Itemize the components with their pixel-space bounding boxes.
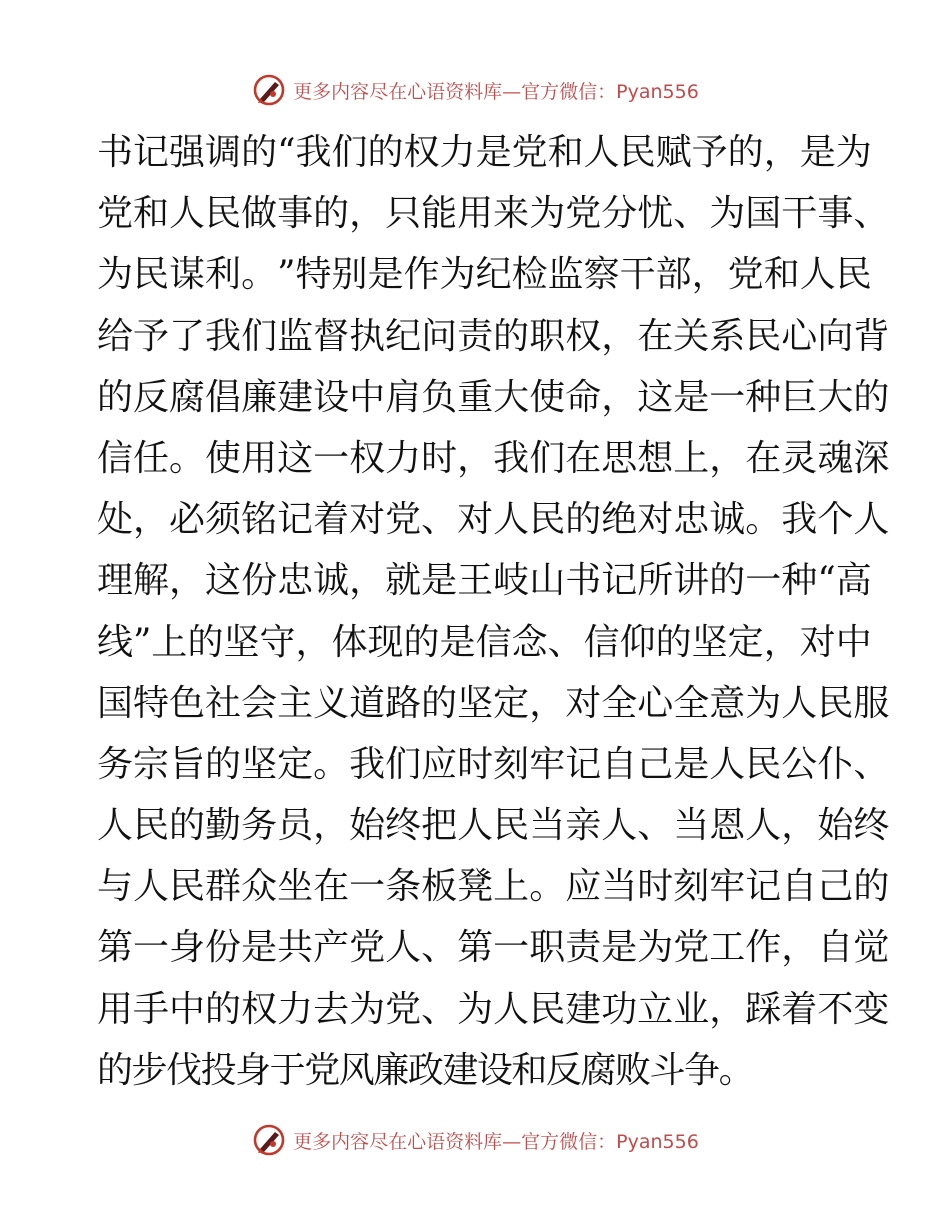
header-banner xyxy=(0,70,950,110)
paragraph-line: 理 解 ， 这 份 忠 诚 ， 就 是 王 岐 山 书 记 所 讲 的 一 种 “ 高 xyxy=(97,560,872,602)
footer-banner-label: 更多内容尽在心语资料库—官方微信： xyxy=(293,1130,617,1153)
paragraph-line: 线 ” 上 的 坚 守 ， 体 现 的 是 信 念 、 信 仰 的 坚 定 ， 对 中 xyxy=(97,621,872,663)
header-banner-handle: Pyan556 xyxy=(616,80,699,103)
paragraph-line: 处 ， 必 须 铭 记 着 对 党 、 对 人 民 的 绝 对 忠 诚 。 我 个 人 xyxy=(97,499,890,541)
header-banner-label: 更多内容尽在心语资料库—官方微信： xyxy=(293,80,617,103)
footer-banner-text xyxy=(293,1127,699,1154)
footer-banner-handle: Pyan556 xyxy=(616,1130,699,1153)
paragraph-line: 党 和 人 民 做 事 的 ， 只 能 用 来 为 党 分 忧 、 为 国 干 事 、 xyxy=(97,193,890,235)
paragraph-line: 务 宗 旨 的 坚 定 。 我 们 应 时 刻 牢 记 自 己 是 人 民 公 仆 、 xyxy=(97,743,890,785)
header-banner-text xyxy=(293,77,699,104)
paragraph-line: 给 予 了 我 们 监 督 执 纪 问 责 的 职 权 ， 在 关 系 民 心 向 背 xyxy=(97,315,890,357)
paragraph-line: 为 民 谋 利 。 ” 特 别 是 作 为 纪 检 监 察 干 部 ， 党 和 人 民 xyxy=(97,254,872,296)
paragraph-line: 第 一 身 份 是 共 产 党 人 、 第 一 职 责 是 为 党 工 作 ， 自 觉 xyxy=(97,927,890,969)
paragraph-line: 信 任 。 使 用 这 一 权 力 时 ， 我 们 在 思 想 上 ， 在 灵 魂 深 xyxy=(97,437,890,479)
paragraph-line: 书 记 强 调 的 “ 我 们 的 权 力 是 党 和 人 民 赋 予 的 ， 是 为 xyxy=(97,132,872,173)
pen-logo-icon xyxy=(251,1122,287,1158)
pen-logo-icon xyxy=(251,72,287,108)
paragraph-line: 用 手 中 的 权 力 去 为 党 、 为 人 民 建 功 立 业 ， 踩 着 不 变 xyxy=(97,988,890,1030)
paragraph-line: 的 反 腐 倡 廉 建 设 中 肩 负 重 大 使 命 ， 这 是 一 种 巨 大 的 xyxy=(97,376,890,418)
paragraph-line: 国 特 色 社 会 主 义 道 路 的 坚 定 ， 对 全 心 全 意 为 人 民 服 xyxy=(97,682,890,724)
paragraph-line: 与 人 民 群 众 坐 在 一 条 板 凳 上 。 应 当 时 刻 牢 记 自 己 的 xyxy=(97,866,890,908)
paragraph-line: 人 民 的 勤 务 员 ， 始 终 把 人 民 当 亲 人 、 当 恩 人 ， 始 终 xyxy=(97,805,890,847)
document-body xyxy=(97,122,890,1101)
footer-banner xyxy=(0,1120,950,1160)
paragraph-line: 的 步 伐 投 身 于 党 风 廉 政 建 设 和 反 腐 败 斗 争 。 xyxy=(97,1049,755,1091)
